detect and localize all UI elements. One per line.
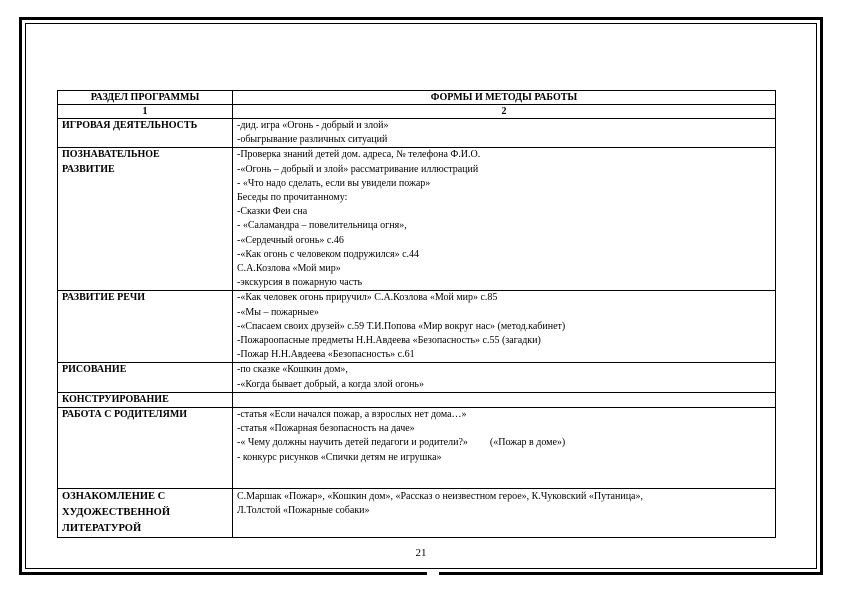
methods-cell	[233, 291, 776, 363]
table-row	[58, 119, 776, 148]
section-label: РАЗВИТИЕ РЕЧИ	[58, 291, 233, 363]
column-number-row	[58, 105, 776, 119]
method-item: -«Сердечный огонь» с.46	[237, 234, 344, 246]
method-item: -«Спасаем своих друзей» с.59 Т.И.Попова «Мир вокруг нас» (метод.кабинет)	[237, 320, 566, 332]
page-number: 21	[415, 547, 427, 559]
method-item: -«Когда бывает добрый, а когда злой огонь»	[237, 378, 424, 390]
method-item: -Пожароопасные предметы Н.Н.Авдеева «Безопасность» с.55 (загадки)	[237, 335, 541, 347]
table-row	[58, 392, 776, 407]
method-item: -экскурсия в пожарную часть	[237, 277, 363, 289]
methods-cell	[233, 408, 776, 489]
column-number-2: 2	[233, 105, 776, 119]
method-item: С.А.Козлова «Мой мир»	[237, 263, 341, 275]
section-label: ПОЗНАВАТЕЛЬНОЕ РАЗВИТИЕ	[58, 148, 233, 291]
header-row	[58, 91, 776, 105]
methods-cell	[233, 392, 776, 407]
method-item: -Пожар Н.Н.Авдеева «Безопасность» с.61	[237, 349, 415, 361]
method-item: -« Чему должны научить детей педагоги и родители?» («Пожар в доме»)	[237, 437, 566, 449]
table-row	[58, 489, 776, 538]
method-item: С.Маршак «Пожар», «Кошкин дом», «Рассказ о неизвестном герое», К.Чуковский «Путаница»,	[237, 491, 643, 503]
method-item: -«Мы – пожарные»	[237, 306, 319, 318]
methods-cell	[233, 489, 776, 538]
method-item: - конкурс рисунков «Спички детям не игрушка»	[237, 451, 442, 463]
column-number-1: 1	[58, 105, 233, 119]
header-section: РАЗДЕЛ ПРОГРАММЫ	[58, 91, 233, 105]
header-methods: ФОРМЫ И МЕТОДЫ РАБОТЫ	[233, 91, 776, 105]
method-item: - «Что надо сделать, если вы увидели пожар»	[237, 177, 431, 189]
method-item: -«Огонь – добрый и злой» рассматривание иллюстраций	[237, 163, 479, 175]
table-row	[58, 291, 776, 363]
method-item: -по сказке «Кошкин дом»,	[237, 364, 348, 376]
methods-cell	[233, 119, 776, 148]
method-item: Л.Толстой «Пожарные собаки»	[237, 505, 370, 517]
section-label: ОЗНАКОМЛЕНИЕ С ХУДОЖЕСТВЕННОЙ ЛИТЕРАТУРОЙ	[58, 489, 233, 538]
section-label: РИСОВАНИЕ	[58, 363, 233, 392]
method-item: -Проверка знаний детей дом. адреса, № телефона Ф.И.О.	[237, 149, 481, 161]
methods-cell	[233, 148, 776, 291]
method-item: -обыгрывание различных ситуаций	[237, 134, 388, 146]
section-label: РАБОТА С РОДИТЕЛЯМИ	[58, 408, 233, 489]
table-row	[58, 408, 776, 489]
method-item: Беседы по прочитанному:	[237, 192, 348, 204]
section-label: КОНСТРУИРОВАНИЕ	[58, 392, 233, 407]
method-item: -статья «Пожарная безопасность на даче»	[237, 423, 415, 435]
method-item: -статья «Если начался пожар, а взрослых нет дома…»	[237, 409, 467, 421]
table-row	[58, 148, 776, 291]
method-item: - «Саламандра – повелительница огня»,	[237, 220, 407, 232]
program-table	[57, 90, 776, 538]
method-item: -«Как огонь с человеком подружился» с.44	[237, 248, 420, 260]
method-item: -«Как человек огонь приручил» С.А.Козлова «Мой мир» с.85	[237, 292, 498, 304]
methods-cell	[233, 363, 776, 392]
section-label: ИГРОВАЯ ДЕЯТЕЛЬНОСТЬ	[58, 119, 233, 148]
method-item: -Сказки Феи сна	[237, 206, 308, 218]
method-item: -дид. игра «Огонь - добрый и злой»	[237, 120, 389, 131]
table-row	[58, 363, 776, 392]
page-border-gap	[427, 570, 439, 575]
